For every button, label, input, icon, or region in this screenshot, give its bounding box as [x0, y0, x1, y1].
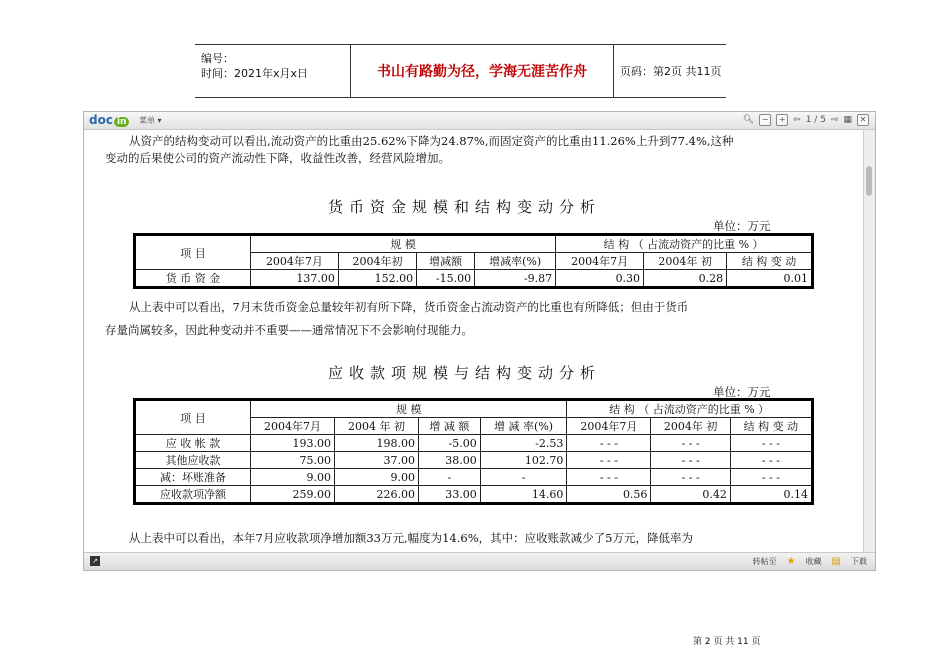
cell: - - - — [651, 435, 730, 452]
logo-badge: in — [114, 117, 130, 127]
cell: 37.00 — [335, 452, 419, 469]
close-icon[interactable]: ✕ — [857, 114, 869, 126]
para2-line-2: 存量尚属较多，因此种变动并不重要——通常情况下不会影响付现能力。 — [105, 323, 473, 337]
cell: 0.30 — [556, 270, 644, 288]
col-header: 增减额 — [417, 253, 475, 270]
viewer-tools — [743, 114, 869, 126]
cell: 9.00 — [335, 469, 419, 486]
time-label: 时间：2021年x月x日 — [201, 67, 309, 80]
cell: 152.00 — [338, 270, 416, 288]
col-header: 增减率(%) — [475, 253, 556, 270]
cell: 0.56 — [567, 486, 651, 504]
next-page-icon[interactable]: ⇨ — [830, 115, 839, 125]
table-row — [135, 486, 813, 504]
cell: -15.00 — [417, 270, 475, 288]
cell: - — [419, 469, 481, 486]
page-label: 页码：第2页 共11页 — [620, 65, 722, 78]
star-icon: ★ — [786, 556, 796, 567]
head-structure: 结 构 （ 占流动资产的比重 % ） — [556, 235, 813, 253]
page-header — [195, 44, 726, 98]
docin-logo — [89, 113, 129, 127]
page-footer: 第 2 页 共 11 页 — [693, 637, 761, 647]
cell: 75.00 — [251, 452, 335, 469]
favorite-button[interactable]: 收藏 — [805, 557, 822, 566]
para2-line-1: 从上表中可以看出，7月末货币资金总量较年初有所下降，货币资金占流动资产的比重也有所降低；但由于货币 — [129, 300, 689, 314]
page-indicator: 1 / 5 — [805, 115, 826, 125]
cell: 9.00 — [251, 469, 335, 486]
intro-paragraph — [105, 133, 734, 167]
row-label: 应收款项净额 — [135, 486, 251, 504]
col-header: 增 减 率(%) — [480, 418, 567, 435]
cell: - - - — [567, 435, 651, 452]
cell: 0.42 — [651, 486, 730, 504]
bottom-actions — [753, 556, 867, 567]
menu-button[interactable]: 菜单 ▾ — [139, 116, 162, 125]
table-header-row — [135, 235, 813, 253]
col-header: 2004年 初 — [651, 418, 730, 435]
head-item: 项 目 — [135, 400, 251, 435]
viewer-toolbar — [84, 112, 875, 130]
head-scale: 规 模 — [251, 400, 567, 418]
grid-view-icon[interactable]: ▦ — [843, 115, 852, 125]
section2-title: 应收款项规模与结构变动分析 — [328, 364, 602, 382]
row-label: 应 收 帐 款 — [135, 435, 251, 452]
cell: - — [480, 469, 567, 486]
col-header: 2004年初 — [338, 253, 416, 270]
head-scale: 规 模 — [251, 235, 556, 253]
row-label: 减：坏账准备 — [135, 469, 251, 486]
section1-title: 货币资金规模和结构变动分析 — [328, 198, 602, 216]
head-structure: 结 构 （ 占流动资产的比重 % ） — [567, 400, 813, 418]
section2-unit: 单位：万元 — [713, 385, 771, 399]
col-header: 2004年 初 — [644, 253, 727, 270]
cell: 226.00 — [335, 486, 419, 504]
cell: 14.60 — [480, 486, 567, 504]
prev-page-icon[interactable]: ⇦ — [793, 115, 801, 125]
download-button[interactable]: 下载 — [851, 557, 867, 566]
table-row — [135, 469, 813, 486]
col-header: 结 构 变 动 — [727, 253, 813, 270]
cell: - - - — [651, 469, 730, 486]
col-header: 2004年7月 — [556, 253, 644, 270]
logo-text: doc — [89, 113, 113, 127]
cell: 33.00 — [419, 486, 481, 504]
vertical-scrollbar[interactable] — [863, 130, 875, 553]
analysis-paragraph-3 — [129, 530, 693, 547]
table-row — [135, 452, 813, 469]
row-label: 其他应收款 — [135, 452, 251, 469]
cell: 0.14 — [730, 486, 812, 504]
col-header: 增 减 额 — [419, 418, 481, 435]
intro-line-2: 变动的后果使公司的资产流动性下降，收益性改善，经营风险增加。 — [105, 151, 450, 165]
cell: - - - — [730, 452, 812, 469]
zoom-in-icon[interactable]: + — [776, 114, 788, 126]
row-label: 货 币 资 金 — [135, 270, 251, 288]
document-viewer — [83, 111, 876, 571]
section1-unit: 单位：万元 — [713, 219, 771, 233]
cell: - - - — [730, 435, 812, 452]
para3-line-1: 从上表中可以看出，本年7月应收款项净增加额33万元,幅度为14.6%，其中：应收账款减少了5万元，降低率为 — [129, 531, 693, 545]
cell: 0.28 — [644, 270, 727, 288]
convert-to-button[interactable]: 转帖至 — [752, 557, 777, 566]
analysis-paragraph-2 — [105, 299, 688, 339]
cell: -9.87 — [475, 270, 556, 288]
cell: - - - — [730, 469, 812, 486]
col-header: 2004 年 初 — [335, 418, 419, 435]
cell: - - - — [567, 452, 651, 469]
col-header: 2004年7月 — [251, 418, 335, 435]
header-meta — [195, 45, 350, 97]
search-icon[interactable]: 🔍︎ — [742, 115, 755, 125]
cell: - - - — [651, 452, 730, 469]
table-header-row — [135, 400, 813, 418]
cell: 102.70 — [480, 452, 567, 469]
table-row — [135, 435, 813, 452]
currency-funds-table — [133, 233, 814, 289]
cell: -5.00 — [419, 435, 481, 452]
col-header: 2004年7月 — [567, 418, 651, 435]
scrollbar-thumb[interactable] — [866, 166, 872, 196]
expand-icon[interactable]: ↗ — [90, 556, 100, 566]
cell: 198.00 — [335, 435, 419, 452]
col-header: 结 构 变 动 — [730, 418, 812, 435]
viewer-bottom-bar — [84, 552, 875, 570]
motto: 书山有路勤为径，学海无涯苦作舟 — [350, 45, 614, 97]
download-icon: ▤ — [831, 556, 841, 567]
cell: -2.53 — [480, 435, 567, 452]
cell: 38.00 — [419, 452, 481, 469]
head-item: 项 目 — [135, 235, 251, 270]
number-label: 编号： — [201, 52, 234, 65]
zoom-out-icon[interactable]: − — [759, 114, 771, 126]
cell: 193.00 — [251, 435, 335, 452]
receivables-table — [133, 398, 814, 505]
cell: 259.00 — [251, 486, 335, 504]
table-row — [135, 270, 813, 288]
col-header: 2004年7月 — [251, 253, 339, 270]
cell: 0.01 — [727, 270, 813, 288]
cell: - - - — [567, 469, 651, 486]
viewer-content — [84, 130, 863, 553]
cell: 137.00 — [251, 270, 339, 288]
intro-line-1: 从资产的结构变动可以看出,流动资产的比重由25.62%下降为24.87%,而固定资产的比重由11.26%上升到77.4%,这种 — [129, 134, 734, 148]
